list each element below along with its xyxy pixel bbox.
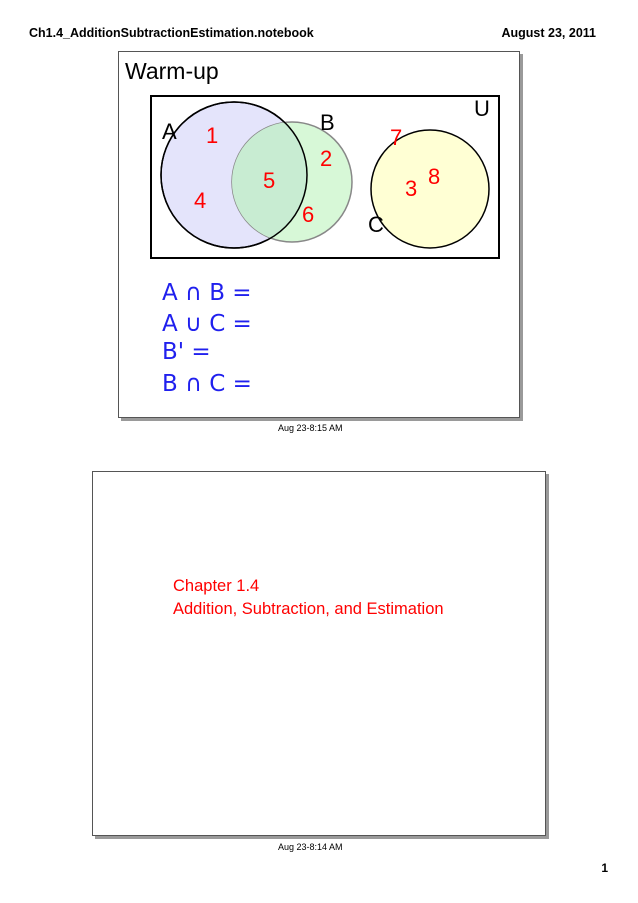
element-b-only: 6 — [302, 202, 315, 227]
element-c-only: 8 — [428, 164, 441, 189]
set-c-label: C — [368, 212, 384, 237]
element-outside: 7 — [390, 125, 403, 150]
document-date: August 23, 2011 — [501, 26, 596, 40]
question-a-union-c: A ∪ C = — [162, 311, 252, 337]
slide-timestamp: Aug 23-8:14 AM — [278, 842, 343, 852]
document-filename: Ch1.4_AdditionSubtractionEstimation.notebook — [29, 26, 314, 40]
question-a-intersect-b: A ∩ B = — [162, 280, 252, 306]
page-number: 1 — [601, 861, 608, 875]
chapter-title: Chapter 1.4 — [173, 577, 260, 595]
element-a-only: 1 — [206, 123, 219, 148]
set-c-circle — [371, 130, 489, 248]
element-b-only: 2 — [320, 146, 333, 171]
element-a-only: 4 — [194, 188, 207, 213]
question-b-complement: B' = — [162, 339, 211, 365]
slide-chapter — [92, 471, 546, 836]
universe-label: U — [474, 96, 490, 121]
element-c-only: 3 — [405, 176, 418, 201]
slide-title: Warm-up — [125, 58, 219, 84]
set-a-label: A — [162, 119, 177, 144]
question-b-intersect-c: B ∩ C = — [162, 371, 252, 397]
set-b-label: B — [320, 110, 335, 135]
slide-timestamp: Aug 23-8:15 AM — [278, 423, 343, 433]
chapter-subtitle: Addition, Subtraction, and Estimation — [173, 600, 444, 618]
element-a-and-b: 5 — [263, 168, 276, 193]
